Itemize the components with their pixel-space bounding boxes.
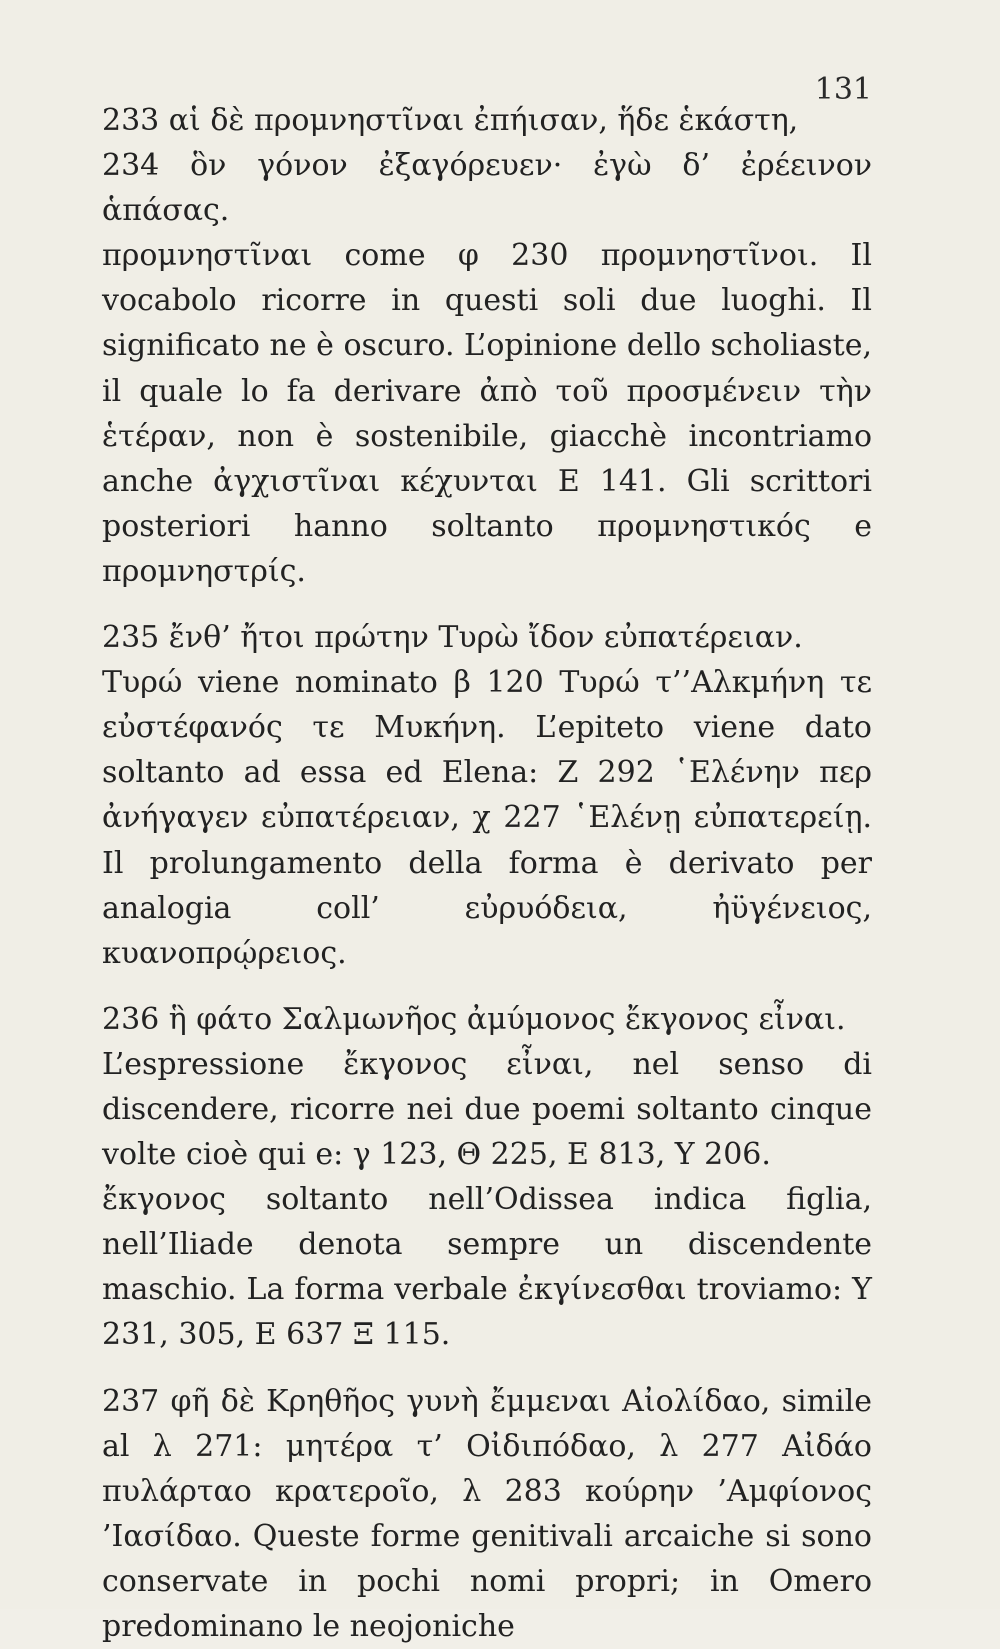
commentary-235: Τυρώ viene nominato β 120 Τυρώ τ’’Αλκμήνη τε εὐστέφανός τε Μυκήνη. L’epiteto viene dato soltanto ad essa ed Elena: Ζ 292 ῾Ελένην περ ἀνήγαγεν εὐπατέρειαν, χ 227 ῾Ελένῃ εὐπατερείῃ. Il prolungamento della forma è derivato per analogia coll’ εὐρυόδεια, ἠϋγένειος, κυανοπρῴρειος. [102,665,872,971]
page-body [102,98,872,1649]
commentary-237: 237 φῆ δὲ Κρηθῆος γυνὴ ἔμμεναι Αἰολίδαο, simile al λ 271: μητέρα τ’ Οἰδιπόδαο, λ 277 Αἰδάο πυλάρταο κρατεροῖο, λ 283 κούρην ’Αμφίονος ’Ιασίδαο. Queste forme genitivali arcaiche si sono conservate in pochi nomi propri; in Omero predominano le neojoniche [102,1383,872,1644]
verse-236: 236 ἣ φάτο Σαλμωνῆος ἀμύμονος ἔκγονος εἶναι. [102,1001,846,1037]
paragraph-spacer [102,594,872,615]
paragraph-spacer [102,976,872,997]
commentary-233: προμνηστῖναι come φ 230 προμνηστῖνοι. Il vocabolo ricorre in questi soli due luoghi. Il significato ne è oscuro. L’opinione dello scholiaste, il quale lo fa derivare ἀπὸ τοῦ προσμένειν τὴν ἑτέραν, non è sostenibile, giacchè incontriamo anche ἀγχιστῖναι κέχυνται Ε 141. Gli scrittori posteriori hanno soltanto προμνηστικός e προμνηστρίς. [102,238,872,589]
commentary-236b: ἔκγονος soltanto nell’Odissea indica figlia, nell’Iliade denota sempre un discendente maschio. La forma verbale ἐκγίνεσθαι troviamo: Υ 231, 305, Ε 637 Ξ 115. [102,1182,872,1353]
page-number: 131 [814,72,872,107]
verse-233-234: 233 αἱ δὲ προμνηστῖναι ἐπήισαν, ἥδε ἑκάστη, 234 ὃν γόνον ἐξαγόρευεν· ἐγὼ δ’ ἐρέεινον ἁπάσας. [102,103,872,229]
verse-235: 235 ἔνθ’ ἤτοι πρώτην Τυρὼ ἴδον εὐπατέρειαν. [102,620,803,656]
paragraph-spacer [102,1358,872,1379]
commentary-236: L’espressione ἔκγονος εἶναι, nel senso di discendere, ricorre nei due poemi soltanto cinque volte cioè qui e: γ 123, Θ 225, Ε 813, Υ 206. [102,1046,872,1173]
